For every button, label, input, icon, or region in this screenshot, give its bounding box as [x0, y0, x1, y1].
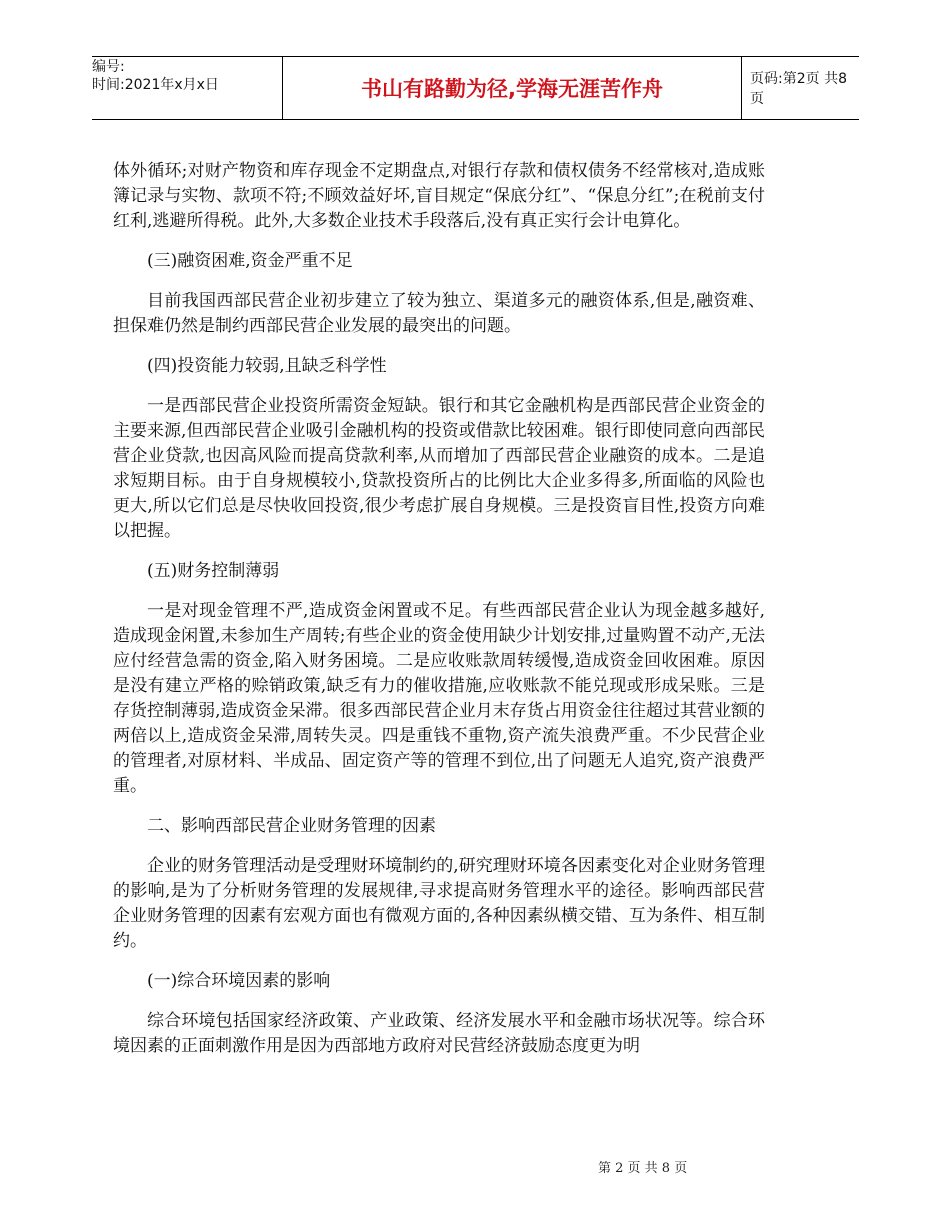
header-page-info: 页码:第2页 共8页	[750, 71, 847, 107]
paragraph-financing: 目前我国西部民营企业初步建立了较为独立、渠道多元的融资体系,但是,融资难、担保难仍然是制约西部民营企业发展的最突出的问题。	[113, 291, 765, 336]
page-footer: 第 2 页 共 8 页	[598, 1161, 688, 1176]
paragraph-investment: 一是西部民营企业投资所需资金短缺。银行和其它金融机构是西部民营企业资金的主要来源,但西部民营企业吸引金融机构的投资或借款比较困难。银行即使同意向西部民营企业贷款,也因高风险而提高贷款利率,从而增加了西部民营企业融资的成本。二是追求短期目标。由于自身规模较小,贷款投资所占的比例比大企业多得多,所面临的风险也更大,所以它们总是尽快收回投资,很少考虑扩展自身规模。三是投资盲目性,投资方向难以把握。	[113, 396, 765, 541]
section-heading-one: (一)综合环境因素的影响	[147, 971, 331, 991]
section-heading-4: (四)投资能力较弱,且缺乏科学性	[147, 356, 387, 376]
paragraph-continuation: 体外循环;对财产物资和库存现金不定期盘点,对银行存款和债权债务不经常核对,造成账簿记录与实物、款项不符;不顾效益好坏,盲目规定“保底分红”、“保息分红”;在税前支付红利,逃避所得税。此外,大多数企业技术手段落后,没有真正实行会计电算化。	[113, 161, 765, 231]
section-heading-two: 二、影响西部民营企业财务管理的因素	[147, 816, 436, 836]
document-body	[113, 159, 765, 1074]
header-meta	[92, 57, 282, 119]
paragraph-factors: 企业的财务管理活动是受理财环境制约的,研究理财环境各因素变化对企业财务管理的影响,是为了分析财务管理的发展规律,寻求提高财务管理水平的途径。影响西部民营企业财务管理的因素有宏观方面也有微观方面的,各种因素纵横交错、互为条件、相互制约。	[113, 856, 765, 951]
paragraph-financial-control: 一是对现金管理不严,造成资金闲置或不足。有些西部民营企业认为现金越多越好,造成现金闲置,未参加生产周转;有些企业的资金使用缺少计划安排,过量购置不动产,无法应付经营急需的资金,陷入财务困境。二是应收账款周转缓慢,造成资金回收困难。原因是没有建立严格的赊销政策,缺乏有力的催收措施,应收账款不能兑现或形成呆账。三是存货控制薄弱,造成资金呆滞。很多西部民营企业月末存货占用资金往往超过其营业额的两倍以上,造成资金呆滞,周转失灵。四是重钱不重物,资产流失浪费严重。不少民营企业的管理者,对原材料、半成品、固定资产等的管理不到位,出了问题无人追究,资产浪费严重。	[113, 601, 765, 796]
section-heading-5: (五)财务控制薄弱	[147, 561, 280, 581]
document-number-label: 编号:	[92, 59, 125, 75]
section-heading-3: (三)融资困难,资金严重不足	[147, 251, 353, 271]
paragraph-environment: 综合环境包括国家经济政策、产业政策、经济发展水平和金融市场状况等。综合环境因素的正面刺激作用是因为西部地方政府对民营经济鼓励态度更为明	[113, 1011, 765, 1056]
document-time-label: 时间:2021年x月x日	[92, 77, 219, 93]
header-motto: 书山有路勤为径,学海无涯苦作舟	[282, 57, 742, 119]
page-header	[92, 56, 859, 120]
